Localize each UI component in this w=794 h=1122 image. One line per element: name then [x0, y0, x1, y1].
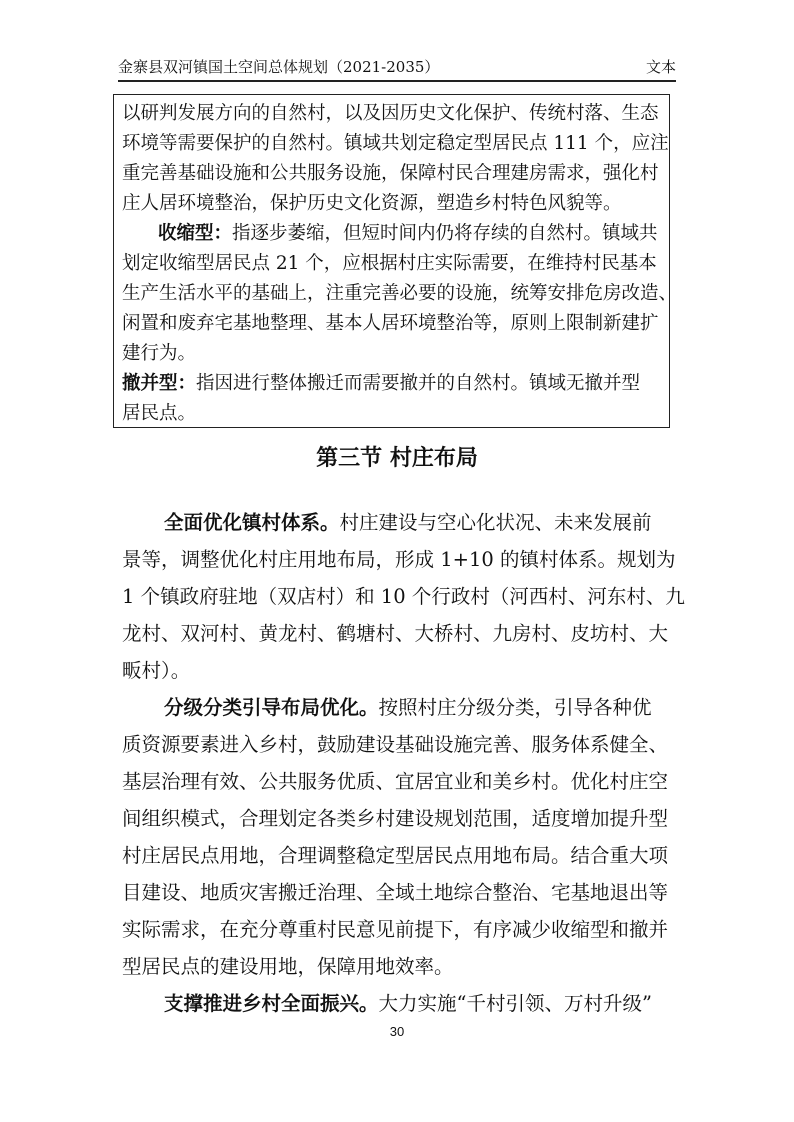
paragraph-line: 景等，调整优化村庄用地布局，形成 1+10 的镇村体系。规划为 — [122, 548, 676, 571]
merge-type-term: 撤并型： — [122, 373, 197, 394]
box-text-line: 闲置和废弃宅基地整理、基本人居环境整治等，原则上限制新建扩 — [122, 313, 659, 334]
box-text-line: 建行为。 — [122, 343, 197, 364]
paragraph-line: 型居民点的建设用地，保障用地效率。 — [122, 955, 454, 978]
paragraph-text: 村庄建设与空心化状况、未来发展前 — [339, 511, 652, 534]
page-header — [118, 52, 676, 82]
paragraph-line — [164, 508, 652, 538]
box-text-line: 重完善基础设施和公共服务设施，保障村民合理建房需求，强化村 — [122, 163, 659, 184]
paragraph-line — [164, 693, 652, 723]
merge-type-line — [122, 369, 640, 399]
paragraph-line: 龙村、双河村、黄龙村、鹤塘村、大桥村、九房村、皮坊村、大 — [122, 622, 669, 645]
shrink-type-text: 指逐步萎缩，但短时间内仍将存续的自然村。镇域共 — [232, 223, 658, 244]
box-text-line: 庄人居环境整治，保护历史文化资源，塑造乡村特色风貌等。 — [122, 193, 622, 214]
paragraph-lead: 支撑推进乡村全面振兴。 — [164, 992, 379, 1015]
paragraph-line: 畈村）。 — [122, 659, 191, 682]
paragraph-lead: 分级分类引导布局优化。 — [164, 696, 379, 719]
paragraph-line: 基层治理有效、公共服务优质、宜居宜业和美乡村。优化村庄空 — [122, 770, 669, 793]
section-heading: 第三节 村庄布局 — [316, 446, 478, 471]
paragraph-line: 质资源要素进入乡村，鼓励建设基础设施完善、服务体系健全、 — [122, 733, 669, 756]
paragraph-line: 目建设、地质灾害搬迁治理、全域土地综合整治、宅基地退出等 — [122, 881, 669, 904]
paragraph-line: 村庄居民点用地，合理调整稳定型居民点用地布局。结合重大项 — [122, 844, 669, 867]
paragraph-line — [164, 989, 652, 1019]
page-number: 30 — [389, 1024, 405, 1039]
paragraph-lead: 全面优化镇村体系。 — [164, 511, 340, 534]
paragraph-line: 实际需求，在充分尊重村民意见前提下，有序减少收缩型和撤并 — [122, 918, 669, 941]
box-text-line: 环境等需要保护的自然村。镇域共划定稳定型居民点 111 个，应注 — [122, 133, 669, 154]
box-text-line: 居民点。 — [122, 403, 197, 424]
box-text-line: 生产生活水平的基础上，注重完善必要的设施，统筹安排危房改造、 — [122, 283, 678, 304]
shrink-type-term: 收缩型： — [158, 223, 233, 244]
merge-type-text: 指因进行整体搬迁而需要撤并的自然村。镇域无撤并型 — [196, 373, 641, 394]
paragraph-line: 1 个镇政府驻地（双店村）和 10 个行政村（河西村、河东村、九 — [122, 585, 685, 608]
paragraph-text: 按照村庄分级分类，引导各种优 — [378, 696, 652, 719]
document-type-label: 文本 — [645, 58, 676, 76]
box-text-line: 划定收缩型居民点 21 个，应根据村庄实际需要，在维持村民基本 — [122, 253, 657, 274]
settlement-type-box — [113, 94, 678, 428]
shrink-type-line — [158, 219, 658, 249]
document-title: 金寨县双河镇国土空间总体规划（2021-2035） — [118, 58, 440, 76]
paragraph-line: 间组织模式，合理划定各类乡村建设规划范围，适度增加提升型 — [122, 807, 669, 830]
paragraph-text: 大力实施“千村引领、万村升级” — [378, 992, 652, 1015]
box-text-line: 以研判发展方向的自然村，以及因历史文化保护、传统村落、生态 — [122, 103, 659, 124]
